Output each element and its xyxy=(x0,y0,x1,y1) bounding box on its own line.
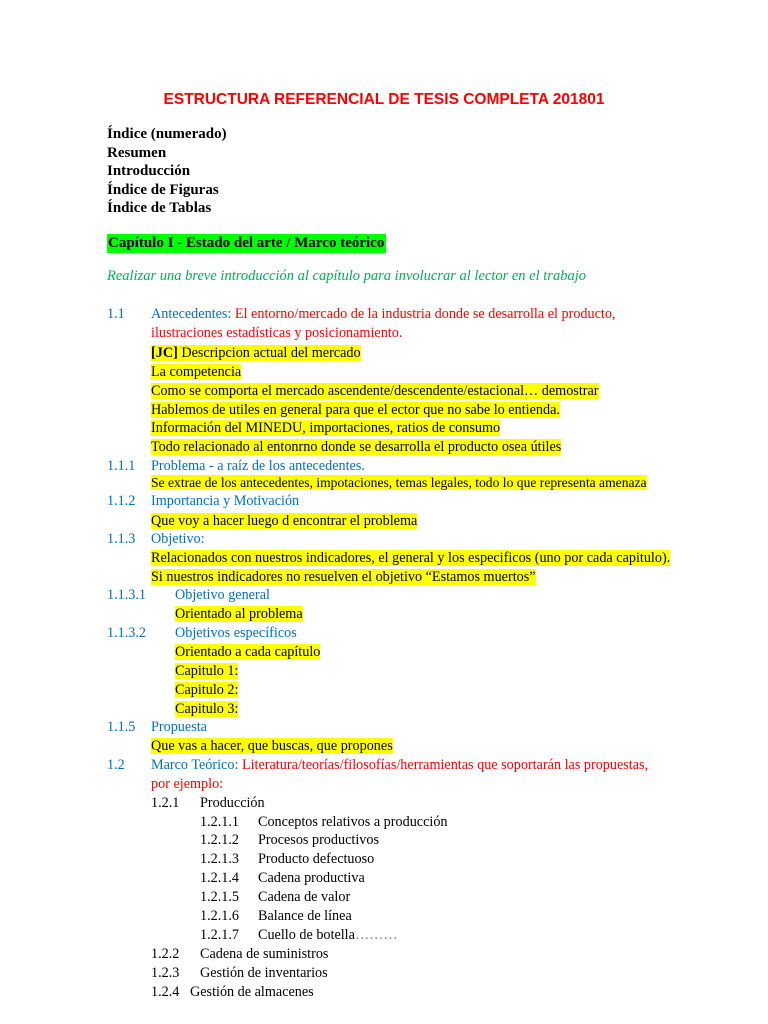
section-number: 1.2 xyxy=(107,757,125,773)
section-objetivo: Objetivo: xyxy=(151,531,205,547)
note-highlight: Capitulo 1: xyxy=(175,663,239,679)
chapter-intro: Realizar una breve introducción al capítulo para involucrar al lector en el trabajo xyxy=(107,268,586,284)
section-number: 1.2.4 xyxy=(151,984,180,1000)
section-number: 1.1.2 xyxy=(107,493,136,509)
front-matter-list xyxy=(107,125,227,218)
subsection-item: Procesos productivos xyxy=(258,832,379,848)
note-highlight: Si nuestros indicadores no resuelven el objetivo “Estamos muertos” xyxy=(151,569,536,585)
note-highlight: [JC] Descripcion actual del mercado xyxy=(151,345,361,361)
subsection-number: 1.2.1.4 xyxy=(200,870,240,886)
document-title: ESTRUCTURA REFERENCIAL DE TESIS COMPLETA 201801 xyxy=(163,91,605,108)
front-matter-item: Índice de Tablas xyxy=(107,200,212,216)
section-objetivo-general: Objetivo general xyxy=(175,587,270,603)
section-objetivos-especificos: Objetivos específicos xyxy=(175,625,297,641)
note-highlight: La competencia xyxy=(151,364,242,380)
section-number: 1.1 xyxy=(107,306,125,322)
note-highlight: Que vas a hacer, que buscas, que propones xyxy=(151,738,393,754)
subsection-number: 1.2.1.3 xyxy=(200,851,240,867)
subsection-item: Conceptos relativos a producción xyxy=(258,814,448,830)
section-gestion-inventarios: Gestión de inventarios xyxy=(200,965,328,981)
subsection-item: Cadena de valor xyxy=(258,889,351,905)
note-highlight: Se extrae de los antecedentes, impotaciones, temas legales, todo lo que representa amenaza xyxy=(151,475,647,490)
subsection-number: 1.2.1.6 xyxy=(200,908,240,924)
note-highlight: Capitulo 3: xyxy=(175,701,239,717)
section-produccion: Producción xyxy=(200,795,265,811)
note-highlight: Todo relacionado al entonrno donde se desarrolla el producto osea útiles xyxy=(151,439,562,455)
section-marco-teorico: Marco Teórico: Literatura/teorías/filosofías/herramientas que soportarán las propuestas, xyxy=(151,757,649,773)
section-number: 1.2.2 xyxy=(151,946,180,962)
front-matter-item: Índice (numerado) xyxy=(107,126,227,142)
section-number: 1.2.3 xyxy=(151,965,180,981)
section-number: 1.1.1 xyxy=(107,458,136,474)
section-number: 1.1.3.1 xyxy=(107,587,147,603)
note-highlight: Orientado al problema xyxy=(175,606,303,622)
section-number: 1.1.3 xyxy=(107,531,136,547)
section-antecedentes: Antecedentes: El entorno/mercado de la industria donde se desarrolla el producto, xyxy=(151,306,616,322)
note-highlight: Hablemos de utiles en general para que el ector que no sabe lo entienda. xyxy=(151,402,560,418)
section-gestion-almacenes: Gestión de almacenes xyxy=(190,984,314,1000)
front-matter-item: Resumen xyxy=(107,144,167,161)
section-propuesta: Propuesta xyxy=(151,719,207,735)
subsection-number: 1.2.1.2 xyxy=(200,832,240,848)
note-highlight: Como se comporta el mercado ascendente/descendente/estacional… demostrar xyxy=(151,383,599,399)
note-highlight: Orientado a cada capítulo xyxy=(175,644,321,660)
front-matter-item: Introducción xyxy=(107,163,191,179)
note-highlight: Que voy a hacer luego d encontrar el problema xyxy=(151,513,418,529)
section-description: ilustraciones estadísticas y posicionamiento. xyxy=(151,325,403,341)
section-number: 1.1.5 xyxy=(107,719,136,735)
section-importancia: Importancia y Motivación xyxy=(151,493,300,509)
subsection-item: Cuello de botella……… xyxy=(258,927,398,943)
front-matter-item: Índice de Figuras xyxy=(107,181,219,198)
subsection-item: Producto defectuoso xyxy=(258,851,375,867)
section-description: por ejemplo: xyxy=(151,776,224,792)
subsection-number: 1.2.1.5 xyxy=(200,889,240,905)
section-number: 1.2.1 xyxy=(151,795,180,811)
note-highlight: Capitulo 2: xyxy=(175,682,239,698)
note-highlight: Relacionados con nuestros indicadores, el general y los especificos (uno por cada capitulo). xyxy=(151,550,671,566)
subsection-number: 1.2.1.7 xyxy=(200,927,240,943)
section-problema: Problema - a raíz de los antecedentes. xyxy=(151,458,365,474)
section-cadena-suministros: Cadena de suministros xyxy=(200,946,329,962)
note-highlight: Información del MINEDU, importaciones, ratios de consumo xyxy=(151,420,501,436)
subsection-item: Cadena productiva xyxy=(258,870,365,886)
subsection-number: 1.2.1.1 xyxy=(200,814,240,830)
chapter-heading: Capítulo I - Estado del arte / Marco teórico xyxy=(108,235,385,251)
subsection-item: Balance de línea xyxy=(258,908,352,924)
section-number: 1.1.3.2 xyxy=(107,625,147,641)
